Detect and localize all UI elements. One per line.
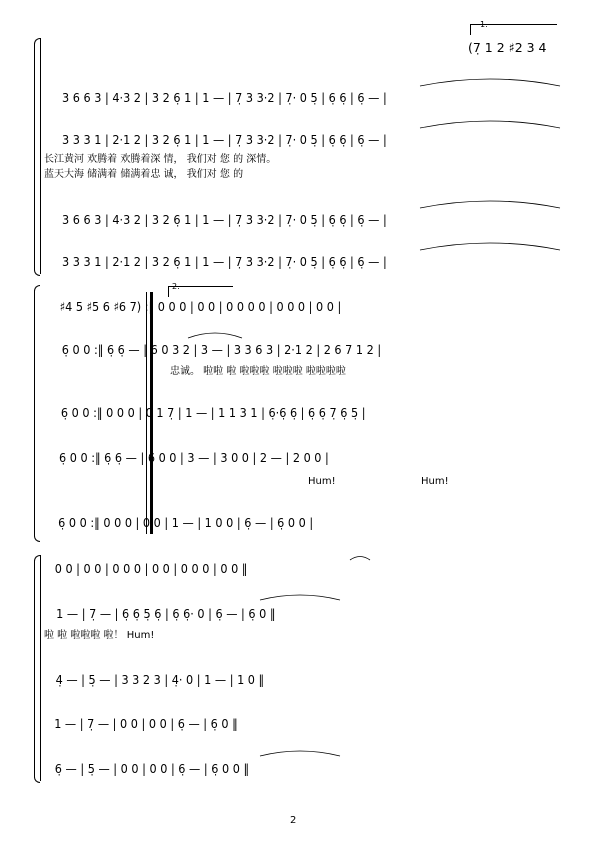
slur <box>420 121 560 128</box>
slur <box>420 243 560 250</box>
staff-line: 6̣ — | 5̣ — | 0 0 | 0 0 | 6̣ — | 6̣ 0 0 ‖ <box>54 761 250 776</box>
slur <box>260 595 340 600</box>
slur <box>188 333 242 338</box>
staff-line: 3 3 3 1 | 2·1 2 | 3 2 6̣ 1 | 1 — | 7̣ 3 3·2 | 7̣· 0 5̣ | 6̣ 6̣ | 6̣ — | <box>62 254 387 269</box>
slur <box>260 751 340 756</box>
lyric-line: 蓝天大海 储满着 储满着忠 诚， 我们对 您 的 <box>44 169 244 180</box>
slur <box>420 201 560 208</box>
volta-2-label: 2. <box>172 282 180 291</box>
lyric-line: 忠诚。 啦啦 啦 啦啦啦 啦啦啦 啦啦啦啦 <box>170 366 346 377</box>
staff-line: 6̣ 0 0 :‖ 6̣ 6̣ — | 6̣ 0 0 | 3 — | 3 0 0 | 2 — | 2 0 0 | <box>58 450 329 465</box>
staff-line: 4̣ — | 5̣ — | 3 3 2 3 | 4̣· 0 | 1 — | 1 0 ‖ <box>55 672 265 687</box>
staff-line: 6̣ 0 0 :‖ 0 0 0 | 0 1 7̣ | 1 — | 1 1 3 1 | 6̣·6̣ 6̣ | 6̣ 6̣ 7̣ 6̣ 5̣ | <box>60 405 366 420</box>
staff-line: 6̣ 0 0 :‖ 6̣ 6̣ — | 6 0 3 2 | 3 — | 3 3 6 3 | 2·1 2 | 2 6 7 1 2 | <box>61 342 382 357</box>
page-number: 2 <box>290 815 297 826</box>
lyric-line: 啦 啦 啦啦啦 啦！ Hum! <box>44 630 155 641</box>
volta-1-label: 1. <box>480 20 488 29</box>
hum-label: Hum! <box>421 476 449 487</box>
staff-line: 1 — | 7̣ — | 6̣ 6̣ 5̣ 6̣ | 6̣ 6̣· 0 | 6̣ — | 6̣ 0 ‖ <box>56 606 276 621</box>
slur <box>350 557 370 561</box>
staff-line: ♯4 5 ♯5 6 ♯6 7) :‖ 0 0 0 | 0 0 | 0 0 0 0 | 0 0 0 | 0 0 | <box>59 299 342 314</box>
hum-label: Hum! <box>308 476 336 487</box>
staff-line: 3 3 3 1 | 2·1 2 | 3 2 6̣ 1 | 1 — | 7̣ 3 3·2 | 7̣· 0 5̣ | 6̣ 6̣ | 6̣ — | <box>62 132 387 147</box>
staff-line: 1 — | 7̣ — | 0 0 | 0 0 | 6̣ — | 6̣ 0 ‖ <box>54 716 238 731</box>
staff-line: 6̣ 0 0 :‖ 0 0 0 | 0 0 | 1 — | 1 0 0 | 6̣ — | 6̣ 0 0 | <box>58 515 314 530</box>
staff-line: 3 6 6 3 | 4·3 2 | 3 2 6̣ 1 | 1 — | 7̣ 3 3·2 | 7̣· 0 5̣ | 6̣ 6̣ | 6̣ — | <box>62 212 387 227</box>
staff-line: 0 0 | 0 0 | 0 0 0 | 0 0 | 0 0 0 | 0 0 ‖ <box>54 561 248 576</box>
slur <box>420 79 560 86</box>
lyric-line: 长江黄河 欢腾着 欢腾着深 情， 我们对 您 的 深情。 <box>44 154 277 165</box>
staff-line: 3 6 6 3 | 4·3 2 | 3 2 6̣ 1 | 1 — | 7̣ 3 3·2 | 7̣· 0 5̣ | 6̣ 6̣ | 6̣ — | <box>62 90 387 105</box>
intro-notes: (7̣ 1 2 ♯2 3 4 <box>468 40 547 55</box>
